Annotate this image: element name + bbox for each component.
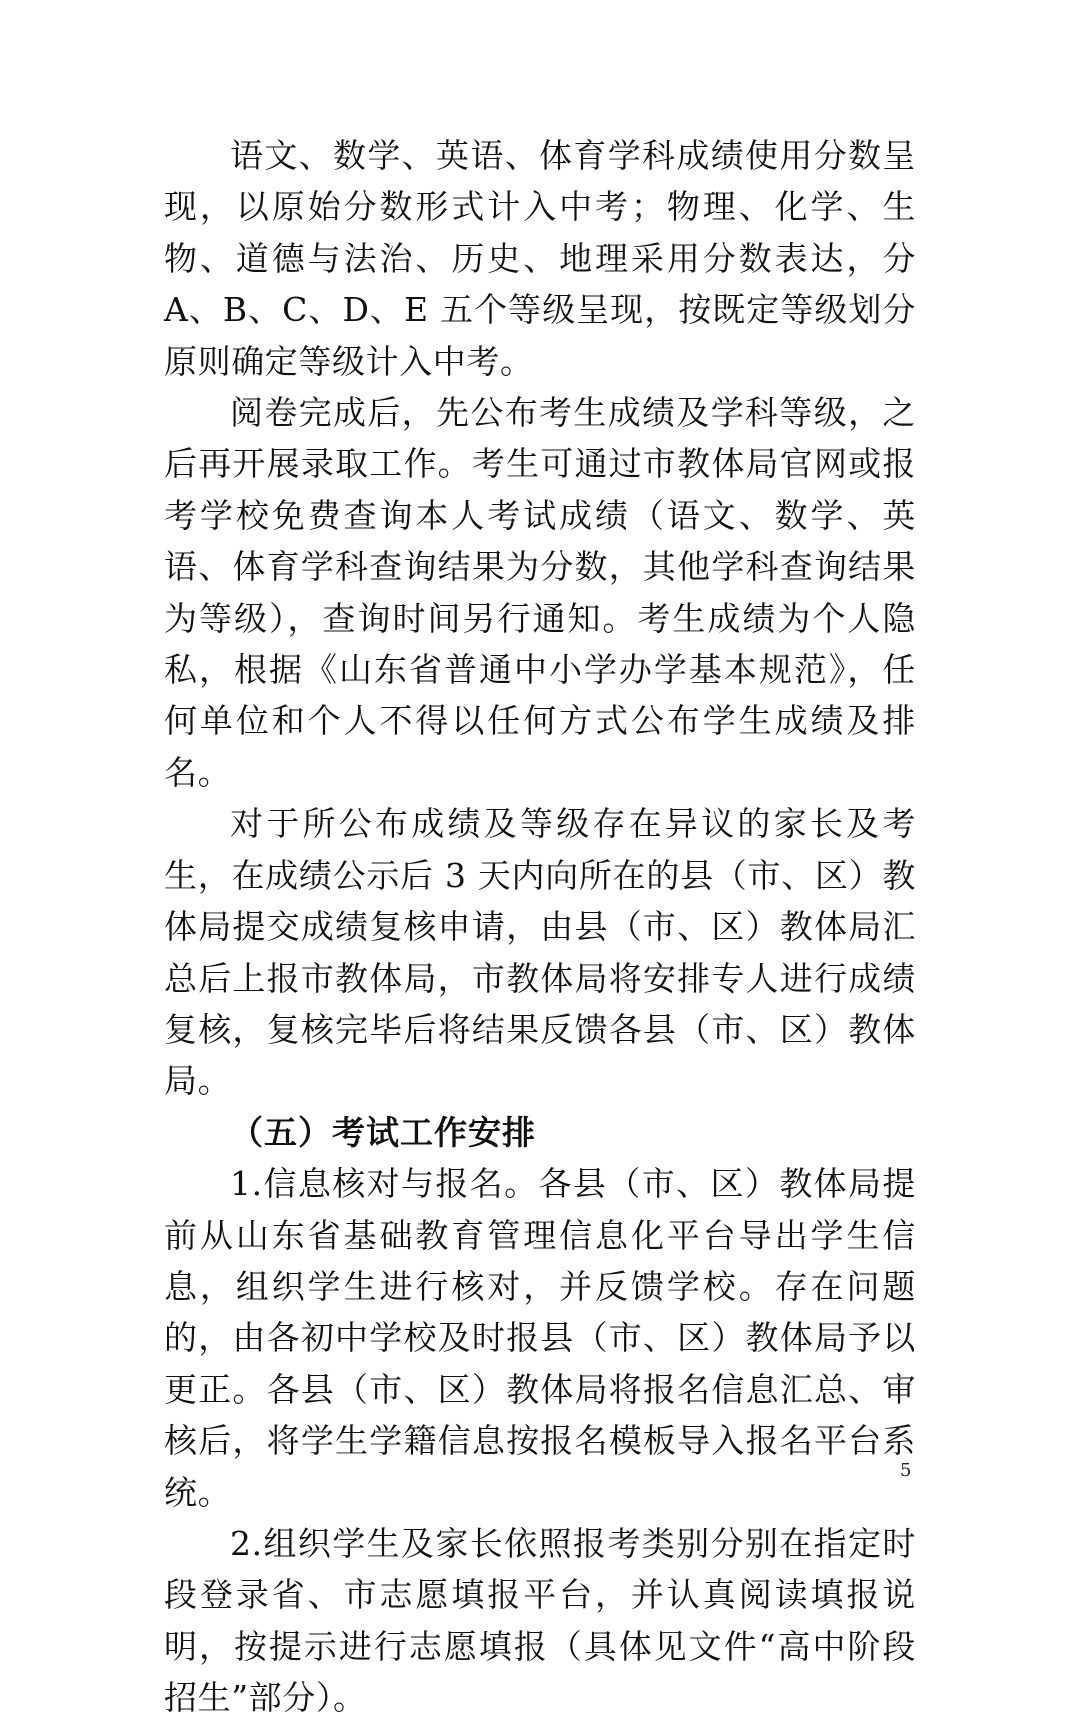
section-heading-exam-arrangements: （五）考试工作安排 [230, 1112, 536, 1152]
paragraph-info-verification: 1.信息核对与报名。各县（市、区）教体局提前从山东省基础教育管理信息化平台导出学生信息，组织学生进行核对，并反馈学校。存在问题的，由各初中学校及时报县（市、区）教体局予以更正。各县（市、区）教体局将报名信息汇总、审核后，将学生学籍信息按报名模板导入报名平台系统。 [164, 1164, 916, 1512]
document-body [164, 130, 916, 1724]
paragraph-grading-method: 语文、数学、英语、体育学科成绩使用分数呈现，以原始分数形式计入中考；物理、化学、生物、道德与法治、历史、地理采用分数表达，分 A、B、C、D、E 五个等级呈现，按既定等级划分原则确定等级计入中考。 [164, 136, 916, 381]
paragraph-score-review: 对于所公布成绩及等级存在异议的家长及考生，在成绩公示后 3 天内向所在的县（市、区）教体局提交成绩复核申请，由县（市、区）教体局汇总后上报市教体局，市教体局将安排专人进行成绩复核，复核完毕后将结果反馈各县（市、区）教体局。 [164, 804, 916, 1101]
page-number: 5 [900, 1460, 912, 1481]
paragraph-score-publication: 阅卷完成后，先公布考生成绩及学科等级，之后再开展录取工作。考生可通过市教体局官网或报考学校免费查询本人考试成绩（语文、数学、英语、体育学科查询结果为分数，其他学科查询结果为等级），查询时间另行通知。考生成绩为个人隐私，根据《山东省普通中小学办学基本规范》，任何单位和个人不得以任何方式公布学生成绩及排名。 [164, 393, 916, 792]
paragraph-application-filling: 2.组织学生及家长依照报考类别分别在指定时段登录省、市志愿填报平台，并认真阅读填报说明，按提示进行志愿填报（具体见文件“高中阶段招生”部分）。 [164, 1523, 916, 1718]
